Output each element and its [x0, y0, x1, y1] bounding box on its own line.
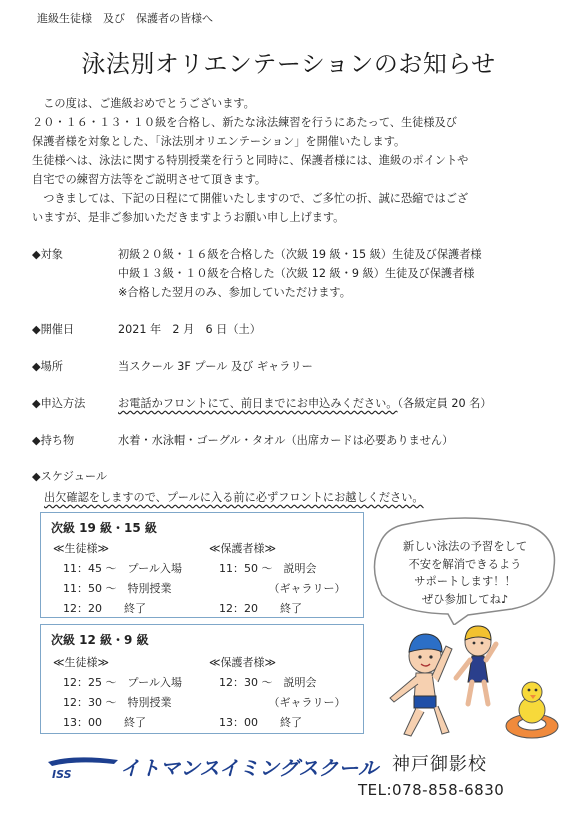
school-logo — [46, 748, 386, 780]
school-name: 神戸御影校 — [392, 754, 487, 775]
schedule-row: 12：20 終了 — [219, 602, 302, 615]
parents-title: ≪保護者様≫ — [209, 656, 277, 669]
intro-line: いますが、是非ご参加いただきますようお願い申し上げます。 — [32, 211, 345, 224]
bubble-line: 不安を解消できるよう — [408, 557, 522, 571]
duck-illustration — [506, 682, 558, 738]
schedule-row: 11：45 ～ プール入場 — [63, 562, 182, 575]
date-value: 2021 年 2 月 6 日（土） — [118, 323, 261, 336]
bubble-text — [380, 538, 550, 608]
intro-line: 自宅での練習方法等をご説明させて頂きます。 — [32, 173, 267, 186]
intro-line: 生徒様へは、泳法に関する特別授業を行うと同時に、保護者様には、進級のポイントや — [32, 154, 469, 167]
apply-label: ◆申込方法 — [32, 397, 86, 410]
bubble-line: ぜひ参加してね♪ — [421, 592, 509, 606]
parents-title: ≪保護者様≫ — [209, 542, 277, 555]
place-label: ◆場所 — [32, 360, 63, 373]
bubble-line: 新しい泳法の予習をして — [402, 540, 528, 553]
schedule-note: 出欠確認をしますので、プールに入る前に必ずフロントにお越しください。 — [44, 491, 424, 504]
date-label: ◆開催日 — [32, 323, 75, 336]
intro-line: この度は、ご進級おめでとうございます。 — [32, 97, 255, 110]
schedule-row: 11：50 ～ 特別授業 — [63, 582, 172, 595]
page-title: 泳法別オリエンテーションのお知らせ — [81, 50, 496, 78]
logo-abbrev: ISS — [52, 768, 72, 780]
logo-text: イトマンスイミングスクール — [120, 756, 378, 780]
apply-text: お電話かフロントにて、前日までにお申込みください。 — [118, 397, 398, 410]
students-title: ≪生徒様≫ — [53, 542, 110, 555]
addressee-line: 進級生徒様 及び 保護者の皆様へ — [37, 12, 213, 25]
schedule-row: 12：30 ～ 特別授業 — [63, 696, 172, 709]
schedule-row: （ギャラリー） — [219, 696, 346, 709]
bring-label: ◆持ち物 — [32, 434, 75, 447]
schedule-row: （ギャラリー） — [219, 582, 346, 595]
bring-value: 水着・水泳帽・ゴーグル・タオル（出席カードは必要ありません） — [118, 434, 454, 447]
schedule-row: 12：20 終了 — [63, 602, 146, 615]
schedule-row: 13：00 終了 — [63, 716, 146, 729]
schedule-box-lower — [40, 624, 364, 734]
place-value: 当スクール 3F プール 及び ギャラリー — [118, 360, 313, 373]
target-note: ※合格した翌月のみ、参加していただけます。 — [118, 286, 351, 299]
students-title: ≪生徒様≫ — [53, 656, 110, 669]
schedule-label: ◆スケジュール — [32, 470, 108, 483]
intro-line: つきましては、下記の日程にて開催いたしますので、ご多忙の折、誠に恐縮ではござ — [32, 192, 469, 205]
target-line: 中級１３級・１０級を合格した（次級 12 級・9 級）生徒及び保護者様 — [118, 267, 475, 280]
apply-value — [118, 395, 492, 411]
swimmers-illustration — [380, 616, 560, 744]
intro-line: 保護者様を対象とした、「泳法別オリエンテーション」を開催いたします。 — [32, 135, 406, 148]
intro-line: ２０・１６・１３・１０級を合格し、新たな泳法練習を行うにあたって、生徒様及び — [32, 116, 457, 129]
schedule-heading: 次級 19 級・15 級 — [51, 521, 157, 535]
schedule-row: 11：50 ～ 説明会 — [219, 562, 317, 575]
parents-column — [209, 539, 346, 619]
girl-illustration — [456, 626, 496, 704]
bubble-line: サポートします！！ — [414, 575, 516, 588]
parents-column — [209, 653, 346, 733]
schedule-row: 12：25 ～ プール入場 — [63, 676, 182, 689]
schedule-box-upper — [40, 512, 364, 618]
students-column — [53, 653, 182, 733]
target-label: ◆対象 — [32, 248, 63, 261]
target-line: 初級２０級・１６級を合格した（次級 19 級・15 級）生徒及び保護者様 — [118, 248, 482, 261]
telephone: TEL:078-858-6830 — [358, 781, 505, 799]
students-column — [53, 539, 182, 619]
schedule-row: 13：00 終了 — [219, 716, 302, 729]
schedule-heading: 次級 12 級・9 級 — [51, 633, 149, 647]
boy-illustration — [390, 634, 452, 736]
schedule-row: 12：30 ～ 説明会 — [219, 676, 317, 689]
apply-capacity: （各級定員 20 名） — [397, 397, 492, 410]
